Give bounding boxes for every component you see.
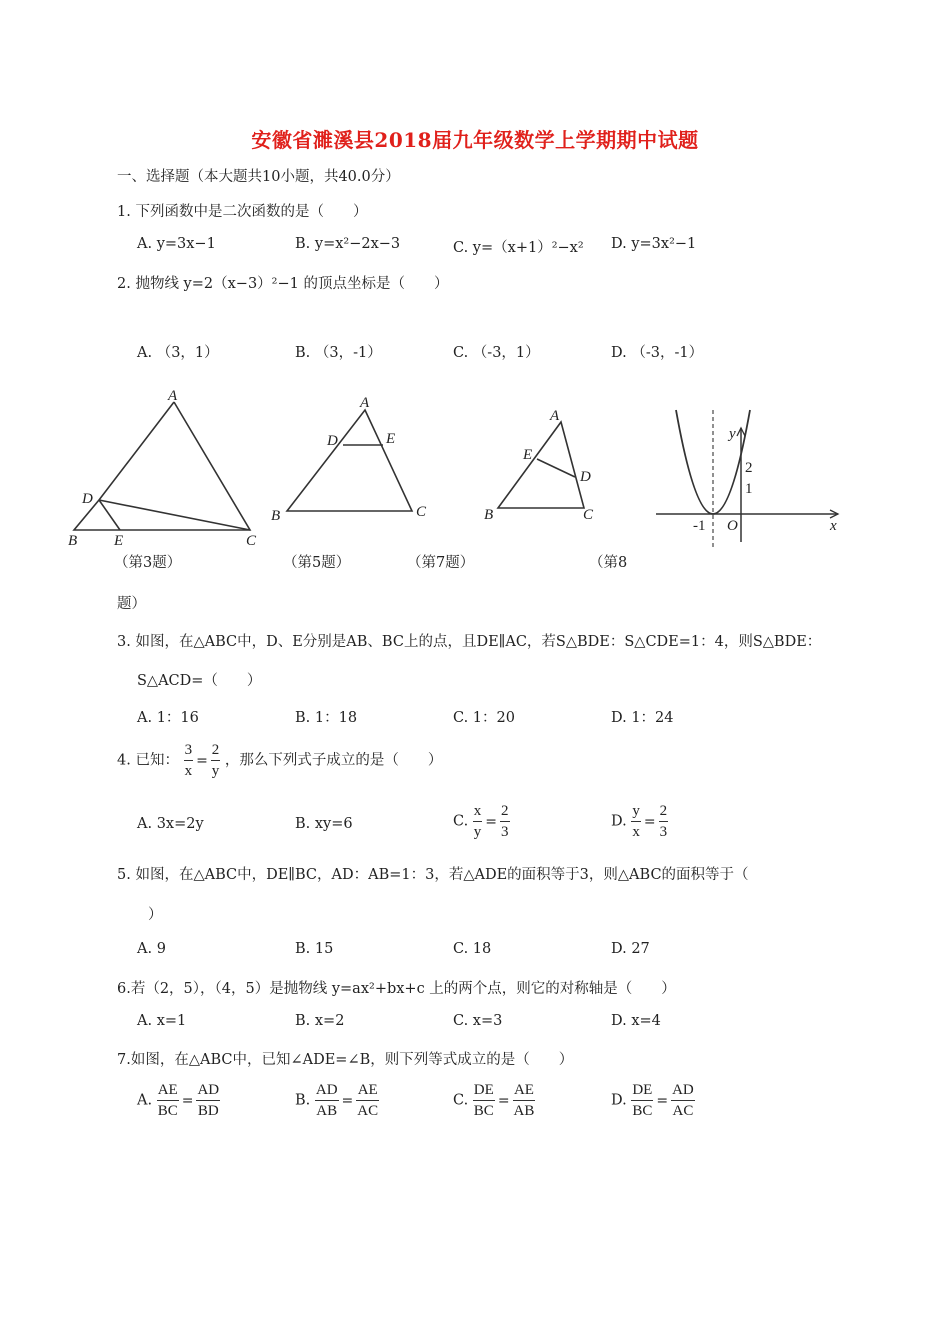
q1-stem: 1. 下列函数中是二次函数的是（ ） — [117, 204, 368, 220]
section-heading: 一、选择题（本大题共10小题，共40.0分） — [117, 169, 400, 185]
figure-8 — [656, 410, 838, 548]
q4-c-frac-2: $\frac{2}{3}$ — [501, 803, 509, 840]
q2-option-a[interactable]: A. （3，1） — [137, 345, 219, 361]
q2-option-b[interactable]: B. （3，-1） — [295, 345, 382, 361]
q4-d-eq: = — [643, 813, 656, 830]
q3-stem: 3. 如图，在△ABC中，D、E分别是AB、BC上的点，且DE∥AC，若S△BDE：S△CDE=1：4，则S△BDE： — [117, 634, 822, 650]
q7-option-a-label: A. — [137, 1092, 153, 1109]
q3-option-d[interactable]: D. 1：24 — [611, 710, 674, 726]
q4-given-eq: = — [196, 752, 208, 769]
fig7-label-d: D — [580, 469, 591, 485]
q7-c-eq: = — [497, 1092, 510, 1109]
q7-a-eq: = — [181, 1092, 194, 1109]
q1-option-a[interactable]: A. y=3x−1 — [137, 236, 216, 252]
q7-option-c-label: C. — [453, 1092, 469, 1109]
q5-stem: 5. 如图，在△ABC中，DE∥BC，AD：AB=1：3，若△ADE的面积等于3，则△ABC的面积等于（ — [117, 867, 749, 883]
q1-option-d[interactable]: D. y=3x²−1 — [611, 236, 697, 252]
q1-option-c[interactable]: C. y=（x+1）²−x² — [453, 240, 584, 256]
q4-option-d-label: D. — [611, 813, 627, 830]
fig5-label-b: B — [271, 508, 281, 524]
page-title: 安徽省濉溪县2018届九年级数学上学期期中试题 — [251, 128, 699, 152]
q4-option-d[interactable] — [611, 801, 668, 842]
q7-b-frac-2: $\frac{AE}{AC}$ — [357, 1082, 379, 1119]
fig8-label-o: O — [727, 518, 738, 534]
q3-stem-cont: S△ACD=（ ） — [137, 673, 262, 689]
fig7-label-e: E — [523, 447, 533, 463]
q4-c-eq: = — [485, 813, 498, 830]
fig5-label-e: E — [386, 431, 396, 447]
fig3-label-d: D — [82, 491, 93, 507]
q7-option-d[interactable] — [611, 1080, 695, 1121]
q5-option-c[interactable]: C. 18 — [453, 941, 492, 957]
q4-given-fraction-1: $\frac{3}{x}$ — [184, 742, 193, 779]
q5-option-d[interactable]: D. 27 — [611, 941, 650, 957]
q7-option-c[interactable] — [453, 1080, 535, 1121]
q4-given-fraction-2: $\frac{2}{y}$ — [211, 742, 220, 779]
q6-option-b[interactable]: B. x=2 — [295, 1013, 345, 1029]
figure-3 — [74, 402, 250, 530]
caption-fig5: （第5题） — [283, 555, 351, 571]
fig8-label-x: x — [830, 518, 837, 534]
q6-stem: 6.若（2，5），（4，5）是抛物线 y=ax²+bx+c 上的两个点，则它的对称轴是（ ） — [117, 981, 676, 997]
figure-7 — [498, 422, 584, 508]
fig3-label-b: B — [68, 533, 78, 549]
q2-stem: 2. 抛物线 y=2（x−3）²−1 的顶点坐标是（ ） — [117, 276, 449, 292]
q3-option-c[interactable]: C. 1：20 — [453, 710, 515, 726]
q7-d-frac-1: $\frac{DE}{BC}$ — [632, 1082, 653, 1119]
fig7-label-c: C — [583, 507, 594, 523]
q4-option-a[interactable]: A. 3x=2y — [137, 816, 204, 832]
fig5-label-a: A — [360, 395, 370, 411]
q6-option-a[interactable]: A. x=1 — [137, 1013, 187, 1029]
q7-b-frac-1: $\frac{AD}{AB}$ — [315, 1082, 338, 1119]
q7-a-frac-1: $\frac{AE}{BC}$ — [157, 1082, 178, 1119]
q7-option-b-label: B. — [295, 1092, 311, 1109]
fig8-label-neg1: -1 — [693, 518, 706, 534]
caption-fig8-cont: 题） — [117, 596, 146, 612]
q7-option-d-label: D. — [611, 1092, 627, 1109]
q7-c-frac-1: $\frac{DE}{BC}$ — [473, 1082, 494, 1119]
q3-option-a[interactable]: A. 1：16 — [137, 710, 199, 726]
q2-option-d[interactable]: D. （-3，-1） — [611, 345, 704, 361]
fig8-label-y: y — [729, 426, 736, 442]
q4-stem-pre: 4. 已知： — [117, 752, 179, 769]
q6-option-c[interactable]: C. x=3 — [453, 1013, 503, 1029]
caption-fig3: （第3题） — [114, 555, 182, 571]
caption-fig7: （第7题） — [407, 555, 475, 571]
q5-option-a[interactable]: A. 9 — [137, 941, 166, 957]
q7-a-frac-2: $\frac{AD}{BD}$ — [197, 1082, 220, 1119]
q4-option-c[interactable] — [453, 801, 510, 842]
q5-option-b[interactable]: B. 15 — [295, 941, 334, 957]
q4-c-frac-1: $\frac{x}{y}$ — [473, 803, 482, 840]
q2-option-c[interactable]: C. （-3，1） — [453, 345, 540, 361]
q7-option-b[interactable] — [295, 1080, 379, 1121]
figure-5 — [287, 410, 412, 511]
fig7-label-a: A — [550, 408, 560, 424]
q6-option-d[interactable]: D. x=4 — [611, 1013, 661, 1029]
q5-stem-cont: ） — [148, 907, 163, 923]
q7-c-frac-2: $\frac{AE}{AB}$ — [513, 1082, 535, 1119]
fig7-label-b: B — [484, 507, 494, 523]
q7-stem: 7.如图，在△ABC中，已知∠ADE=∠B，则下列等式成立的是（ ） — [117, 1052, 574, 1068]
fig3-label-c: C — [246, 533, 257, 549]
q7-d-frac-2: $\frac{AD}{AC}$ — [672, 1082, 694, 1119]
q1-option-b[interactable]: B. y=x²−2x−3 — [295, 236, 401, 252]
fig8-label-1: 1 — [745, 481, 753, 497]
caption-fig8: （第8 — [589, 555, 628, 571]
q4-option-b[interactable]: B. xy=6 — [295, 816, 353, 832]
fig3-label-e: E — [114, 533, 124, 549]
figures-row — [0, 380, 950, 550]
fig3-label-a: A — [168, 388, 178, 404]
fig5-label-d: D — [327, 433, 338, 449]
fig5-label-c: C — [416, 504, 427, 520]
q3-option-b[interactable]: B. 1：18 — [295, 710, 358, 726]
fig8-label-2: 2 — [745, 460, 753, 476]
q4-stem-post: ，那么下列式子成立的是（ ） — [224, 752, 443, 769]
q7-d-eq: = — [656, 1092, 669, 1109]
q4-option-c-label: C. — [453, 813, 469, 830]
q7-option-a[interactable] — [137, 1080, 220, 1121]
q4-d-frac-2: $\frac{2}{3}$ — [659, 803, 668, 840]
q7-b-eq: = — [341, 1092, 354, 1109]
q4-d-frac-1: $\frac{y}{x}$ — [632, 803, 640, 840]
q4-stem — [117, 740, 442, 781]
